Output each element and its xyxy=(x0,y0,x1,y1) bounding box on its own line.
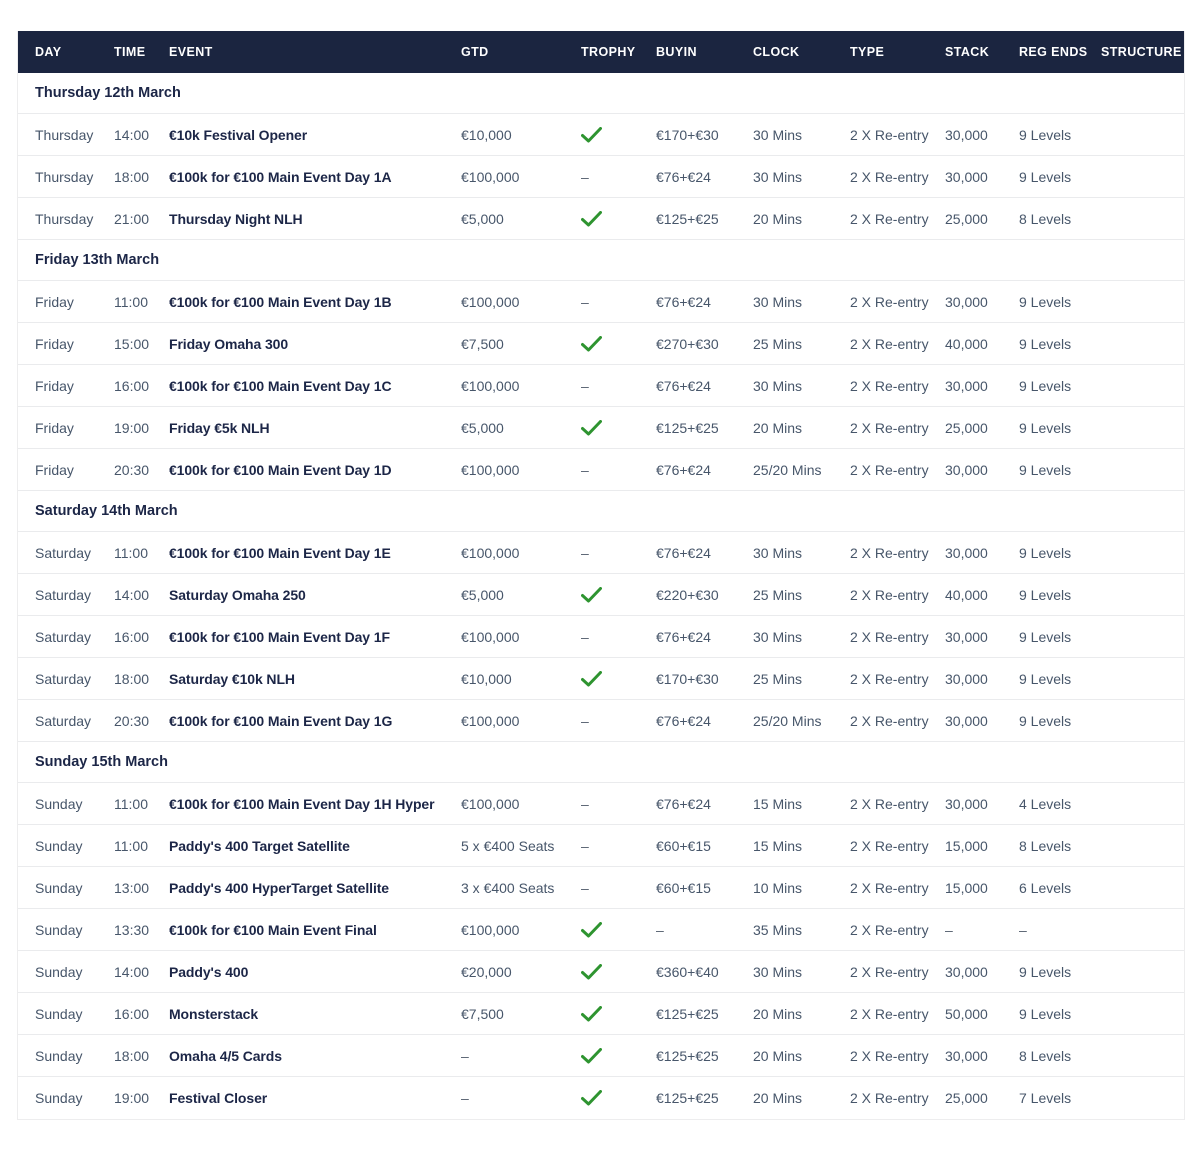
cell-clock: 30 Mins xyxy=(753,628,803,645)
cell-reg-ends: 9 Levels xyxy=(1019,168,1072,185)
cell-buyin: €125+€25 xyxy=(656,1047,719,1064)
cell-buyin: €60+€15 xyxy=(656,879,711,896)
cell-day: Sunday xyxy=(35,879,83,896)
cell-event: €100k for €100 Main Event Day 1B xyxy=(169,293,392,310)
cell-type: 2 X Re-entry xyxy=(850,963,929,980)
cell-reg-ends: 9 Levels xyxy=(1019,293,1072,310)
cell-trophy: – xyxy=(581,628,589,645)
cell-type: 2 X Re-entry xyxy=(850,628,929,645)
cell-stack: 30,000 xyxy=(945,461,988,478)
cell-type: 2 X Re-entry xyxy=(850,795,929,812)
trophy-check-icon xyxy=(581,587,656,603)
cell-clock: 30 Mins xyxy=(753,168,803,185)
table-row xyxy=(18,323,1184,365)
cell-trophy: – xyxy=(581,544,589,561)
trophy-check-icon xyxy=(581,1048,656,1064)
cell-type: 2 X Re-entry xyxy=(850,586,929,603)
cell-buyin: €76+€24 xyxy=(656,377,711,394)
cell-clock: 20 Mins xyxy=(753,419,803,436)
cell-type: 2 X Re-entry xyxy=(850,837,929,854)
cell-event: €100k for €100 Main Event Day 1C xyxy=(169,377,392,394)
cell-trophy xyxy=(581,211,656,227)
cell-clock: 30 Mins xyxy=(753,126,803,143)
cell-buyin: €76+€24 xyxy=(656,544,711,561)
cell-time: 13:30 xyxy=(114,921,150,938)
cell-type: 2 X Re-entry xyxy=(850,126,929,143)
cell-reg-ends: 9 Levels xyxy=(1019,544,1072,561)
cell-day: Friday xyxy=(35,461,74,478)
trophy-check-icon xyxy=(581,420,656,436)
cell-reg-ends: 9 Levels xyxy=(1019,628,1072,645)
cell-stack: 30,000 xyxy=(945,1047,988,1064)
cell-type: 2 X Re-entry xyxy=(850,1047,929,1064)
table-row xyxy=(18,1035,1184,1077)
cell-gtd: €7,500 xyxy=(461,1005,504,1022)
cell-day: Thursday xyxy=(35,210,94,227)
trophy-check-icon xyxy=(581,922,656,938)
cell-gtd: €100,000 xyxy=(461,921,520,938)
cell-buyin: €125+€25 xyxy=(656,419,719,436)
table-row xyxy=(18,449,1184,491)
cell-stack: 50,000 xyxy=(945,1005,988,1022)
cell-day: Thursday xyxy=(35,168,94,185)
cell-trophy xyxy=(581,1048,656,1064)
cell-time: 14:00 xyxy=(114,126,150,143)
cell-time: 18:00 xyxy=(114,168,150,185)
section-title: Thursday 12th March xyxy=(35,85,181,101)
column-header-gtd: GTD xyxy=(461,45,489,59)
cell-reg-ends: 9 Levels xyxy=(1019,963,1072,980)
cell-reg-ends: 8 Levels xyxy=(1019,837,1072,854)
cell-reg-ends: 9 Levels xyxy=(1019,461,1072,478)
cell-event: Monsterstack xyxy=(169,1005,259,1022)
cell-event: €100k for €100 Main Event Day 1F xyxy=(169,628,390,645)
cell-day: Sunday xyxy=(35,1047,83,1064)
cell-trophy: – xyxy=(581,712,589,729)
section-header-row xyxy=(18,491,1184,532)
cell-event: €100k for €100 Main Event Day 1A xyxy=(169,168,392,185)
table-row xyxy=(18,658,1184,700)
table-row xyxy=(18,532,1184,574)
cell-trophy xyxy=(581,420,656,436)
cell-clock: 20 Mins xyxy=(753,1005,803,1022)
cell-reg-ends: 9 Levels xyxy=(1019,586,1072,603)
cell-buyin: €220+€30 xyxy=(656,586,719,603)
cell-stack: 30,000 xyxy=(945,377,988,394)
cell-buyin: €76+€24 xyxy=(656,712,711,729)
cell-gtd: €100,000 xyxy=(461,377,520,394)
column-header-event: EVENT xyxy=(169,45,213,59)
cell-time: 11:00 xyxy=(114,837,148,854)
cell-trophy xyxy=(581,1090,656,1106)
table-row xyxy=(18,909,1184,951)
cell-trophy: – xyxy=(581,168,589,185)
cell-gtd: €10,000 xyxy=(461,126,512,143)
cell-gtd: €100,000 xyxy=(461,795,520,812)
cell-clock: 10 Mins xyxy=(753,879,803,896)
cell-type: 2 X Re-entry xyxy=(850,335,929,352)
cell-buyin: €170+€30 xyxy=(656,670,719,687)
cell-event: Paddy's 400 Target Satellite xyxy=(169,837,350,854)
section-title: Saturday 14th March xyxy=(35,503,178,519)
cell-trophy xyxy=(581,1006,656,1022)
cell-gtd: – xyxy=(461,1047,469,1064)
cell-day: Saturday xyxy=(35,544,92,561)
cell-type: 2 X Re-entry xyxy=(850,1090,929,1106)
cell-event: €100k for €100 Main Event Final xyxy=(169,921,377,938)
cell-day: Friday xyxy=(35,335,74,352)
cell-trophy: – xyxy=(581,837,589,854)
cell-reg-ends: 8 Levels xyxy=(1019,1047,1072,1064)
cell-gtd: €5,000 xyxy=(461,210,504,227)
cell-reg-ends: 9 Levels xyxy=(1019,712,1072,729)
cell-day: Friday xyxy=(35,293,74,310)
cell-event: Friday Omaha 300 xyxy=(169,335,289,352)
cell-type: 2 X Re-entry xyxy=(850,168,929,185)
table-row xyxy=(18,993,1184,1035)
section-title: Sunday 15th March xyxy=(35,754,168,770)
cell-trophy: – xyxy=(581,293,589,310)
table-row xyxy=(18,281,1184,323)
cell-event: Paddy's 400 xyxy=(169,963,249,980)
table-row xyxy=(18,951,1184,993)
cell-buyin: €360+€40 xyxy=(656,963,719,980)
cell-day: Sunday xyxy=(35,1005,83,1022)
cell-time: 20:30 xyxy=(114,461,150,478)
cell-event: €100k for €100 Main Event Day 1G xyxy=(169,712,393,729)
cell-gtd: – xyxy=(461,1090,469,1106)
cell-clock: 30 Mins xyxy=(753,963,803,980)
trophy-check-icon xyxy=(581,1090,656,1106)
table-row xyxy=(18,156,1184,198)
cell-day: Sunday xyxy=(35,795,83,812)
cell-buyin: – xyxy=(656,921,664,938)
trophy-check-icon xyxy=(581,671,656,687)
cell-type: 2 X Re-entry xyxy=(850,544,929,561)
cell-clock: 25 Mins xyxy=(753,335,803,352)
cell-event: €100k for €100 Main Event Day 1H Hyper xyxy=(169,795,435,812)
cell-gtd: €5,000 xyxy=(461,419,504,436)
cell-gtd: €20,000 xyxy=(461,963,512,980)
cell-day: Sunday xyxy=(35,921,83,938)
cell-event: Thursday Night NLH xyxy=(169,210,303,227)
cell-event: Omaha 4/5 Cards xyxy=(169,1047,282,1064)
trophy-check-icon xyxy=(581,336,656,352)
cell-trophy xyxy=(581,336,656,352)
cell-event: Friday €5k NLH xyxy=(169,419,270,436)
cell-type: 2 X Re-entry xyxy=(850,419,929,436)
trophy-check-icon xyxy=(581,1006,656,1022)
trophy-check-icon xyxy=(581,964,656,980)
cell-event: Saturday Omaha 250 xyxy=(169,586,306,603)
section-title: Friday 13th March xyxy=(35,252,160,268)
cell-buyin: €270+€30 xyxy=(656,335,719,352)
cell-reg-ends: 9 Levels xyxy=(1019,377,1072,394)
cell-trophy xyxy=(581,922,656,938)
cell-type: 2 X Re-entry xyxy=(850,293,929,310)
cell-trophy xyxy=(581,587,656,603)
cell-reg-ends: 9 Levels xyxy=(1019,1005,1072,1022)
column-header-stack: STACK xyxy=(945,45,990,59)
cell-event: €100k for €100 Main Event Day 1D xyxy=(169,461,392,478)
trophy-check-icon xyxy=(581,211,656,227)
cell-time: 19:00 xyxy=(114,419,150,436)
column-header-trophy: TROPHY xyxy=(581,45,636,59)
cell-type: 2 X Re-entry xyxy=(850,879,929,896)
column-header-clock: CLOCK xyxy=(753,45,800,59)
table-row xyxy=(18,198,1184,240)
column-header-buyin: BUYIN xyxy=(656,45,697,59)
cell-time: 16:00 xyxy=(114,377,150,394)
cell-event: Saturday €10k NLH xyxy=(169,670,295,687)
table-row xyxy=(18,1077,1184,1119)
cell-day: Friday xyxy=(35,377,74,394)
trophy-check-icon xyxy=(581,127,656,143)
cell-type: 2 X Re-entry xyxy=(850,377,929,394)
cell-trophy: – xyxy=(581,461,589,478)
cell-reg-ends: 4 Levels xyxy=(1019,795,1072,812)
cell-trophy: – xyxy=(581,377,589,394)
cell-time: 11:00 xyxy=(114,293,148,310)
cell-day: Saturday xyxy=(35,628,92,645)
cell-clock: 30 Mins xyxy=(753,293,803,310)
table-row xyxy=(18,825,1184,867)
cell-time: 14:00 xyxy=(114,963,150,980)
cell-buyin: €76+€24 xyxy=(656,168,711,185)
cell-time: 11:00 xyxy=(114,544,148,561)
cell-time: 13:00 xyxy=(114,879,150,896)
cell-time: 15:00 xyxy=(114,335,150,352)
cell-gtd: €100,000 xyxy=(461,628,520,645)
cell-gtd: €5,000 xyxy=(461,586,504,603)
cell-stack: 15,000 xyxy=(945,879,988,896)
cell-stack: 40,000 xyxy=(945,586,988,603)
table-row xyxy=(18,867,1184,909)
cell-gtd: €100,000 xyxy=(461,712,520,729)
column-header-time: TIME xyxy=(114,45,146,59)
cell-type: 2 X Re-entry xyxy=(850,461,929,478)
tournament-schedule-table xyxy=(17,31,1185,1120)
cell-trophy xyxy=(581,671,656,687)
table-body xyxy=(18,73,1184,1119)
cell-gtd: €100,000 xyxy=(461,168,520,185)
cell-event: €10k Festival Opener xyxy=(169,126,308,143)
cell-trophy: – xyxy=(581,795,589,812)
cell-day: Sunday xyxy=(35,1090,83,1106)
cell-trophy xyxy=(581,127,656,143)
cell-stack: 30,000 xyxy=(945,963,988,980)
cell-stack: 25,000 xyxy=(945,419,988,436)
cell-stack: 30,000 xyxy=(945,670,988,687)
cell-clock: 30 Mins xyxy=(753,377,803,394)
cell-clock: 15 Mins xyxy=(753,837,803,854)
column-header-day: DAY xyxy=(35,45,62,59)
column-header-type: TYPE xyxy=(850,45,885,59)
cell-stack: 30,000 xyxy=(945,126,988,143)
cell-gtd: €10,000 xyxy=(461,670,512,687)
cell-time: 16:00 xyxy=(114,1005,150,1022)
cell-stack: 40,000 xyxy=(945,335,988,352)
cell-time: 20:30 xyxy=(114,712,150,729)
cell-day: Saturday xyxy=(35,670,92,687)
cell-clock: 15 Mins xyxy=(753,795,803,812)
cell-reg-ends: 8 Levels xyxy=(1019,210,1072,227)
cell-stack: 30,000 xyxy=(945,544,988,561)
cell-gtd: €100,000 xyxy=(461,544,520,561)
cell-buyin: €76+€24 xyxy=(656,293,711,310)
cell-gtd: 3 x €400 Seats xyxy=(461,879,555,896)
cell-time: 14:00 xyxy=(114,586,150,603)
cell-day: Sunday xyxy=(35,963,83,980)
cell-time: 18:00 xyxy=(114,1047,150,1064)
section-header-row xyxy=(18,73,1184,114)
cell-event: €100k for €100 Main Event Day 1E xyxy=(169,544,391,561)
cell-day: Thursday xyxy=(35,126,94,143)
cell-stack: 25,000 xyxy=(945,1090,988,1106)
section-header-row xyxy=(18,742,1184,783)
cell-reg-ends: 6 Levels xyxy=(1019,879,1072,896)
cell-gtd: 5 x €400 Seats xyxy=(461,837,555,854)
cell-buyin: €76+€24 xyxy=(656,628,711,645)
cell-clock: 20 Mins xyxy=(753,1090,803,1106)
cell-stack: 30,000 xyxy=(945,628,988,645)
column-header-structure: STRUCTURE xyxy=(1101,45,1182,59)
cell-buyin: €125+€25 xyxy=(656,1090,719,1106)
cell-day: Saturday xyxy=(35,586,92,603)
cell-gtd: €100,000 xyxy=(461,293,520,310)
cell-trophy xyxy=(581,964,656,980)
cell-time: 16:00 xyxy=(114,628,150,645)
cell-clock: 30 Mins xyxy=(753,544,803,561)
cell-event: Festival Closer xyxy=(169,1090,268,1106)
table-row xyxy=(18,700,1184,742)
cell-buyin: €76+€24 xyxy=(656,461,711,478)
cell-buyin: €125+€25 xyxy=(656,210,719,227)
cell-stack: 30,000 xyxy=(945,168,988,185)
cell-reg-ends: 9 Levels xyxy=(1019,126,1072,143)
cell-time: 18:00 xyxy=(114,670,150,687)
table-row xyxy=(18,365,1184,407)
cell-type: 2 X Re-entry xyxy=(850,712,929,729)
cell-clock: 20 Mins xyxy=(753,1047,803,1064)
table-row xyxy=(18,407,1184,449)
cell-reg-ends: 9 Levels xyxy=(1019,419,1072,436)
cell-trophy: – xyxy=(581,879,589,896)
cell-time: 21:00 xyxy=(114,210,150,227)
cell-time: 19:00 xyxy=(114,1090,150,1106)
cell-reg-ends: 9 Levels xyxy=(1019,670,1072,687)
column-header-reg-ends: REG ENDS xyxy=(1019,45,1088,59)
cell-clock: 25 Mins xyxy=(753,586,803,603)
cell-day: Saturday xyxy=(35,712,92,729)
table-row xyxy=(18,616,1184,658)
cell-gtd: €100,000 xyxy=(461,461,520,478)
cell-clock: 25/20 Mins xyxy=(753,461,822,478)
cell-reg-ends: 9 Levels xyxy=(1019,335,1072,352)
cell-buyin: €60+€15 xyxy=(656,837,711,854)
cell-time: 11:00 xyxy=(114,795,148,812)
cell-stack: 30,000 xyxy=(945,712,988,729)
cell-type: 2 X Re-entry xyxy=(850,921,929,938)
cell-buyin: €125+€25 xyxy=(656,1005,719,1022)
cell-reg-ends: – xyxy=(1019,921,1027,938)
table-header-row xyxy=(18,31,1184,73)
table-row xyxy=(18,114,1184,156)
cell-clock: 20 Mins xyxy=(753,210,803,227)
cell-type: 2 X Re-entry xyxy=(850,670,929,687)
table-row xyxy=(18,574,1184,616)
cell-buyin: €76+€24 xyxy=(656,795,711,812)
cell-stack: 15,000 xyxy=(945,837,988,854)
cell-clock: 35 Mins xyxy=(753,921,803,938)
cell-stack: – xyxy=(945,921,953,938)
cell-day: Friday xyxy=(35,419,74,436)
cell-gtd: €7,500 xyxy=(461,335,504,352)
cell-type: 2 X Re-entry xyxy=(850,210,929,227)
section-header-row xyxy=(18,240,1184,281)
cell-clock: 25/20 Mins xyxy=(753,712,822,729)
table-row xyxy=(18,783,1184,825)
cell-event: Paddy's 400 HyperTarget Satellite xyxy=(169,879,389,896)
cell-stack: 30,000 xyxy=(945,795,988,812)
cell-clock: 25 Mins xyxy=(753,670,803,687)
cell-day: Sunday xyxy=(35,837,83,854)
cell-type: 2 X Re-entry xyxy=(850,1005,929,1022)
cell-stack: 30,000 xyxy=(945,293,988,310)
cell-reg-ends: 7 Levels xyxy=(1019,1090,1072,1106)
cell-buyin: €170+€30 xyxy=(656,126,719,143)
cell-stack: 25,000 xyxy=(945,210,988,227)
